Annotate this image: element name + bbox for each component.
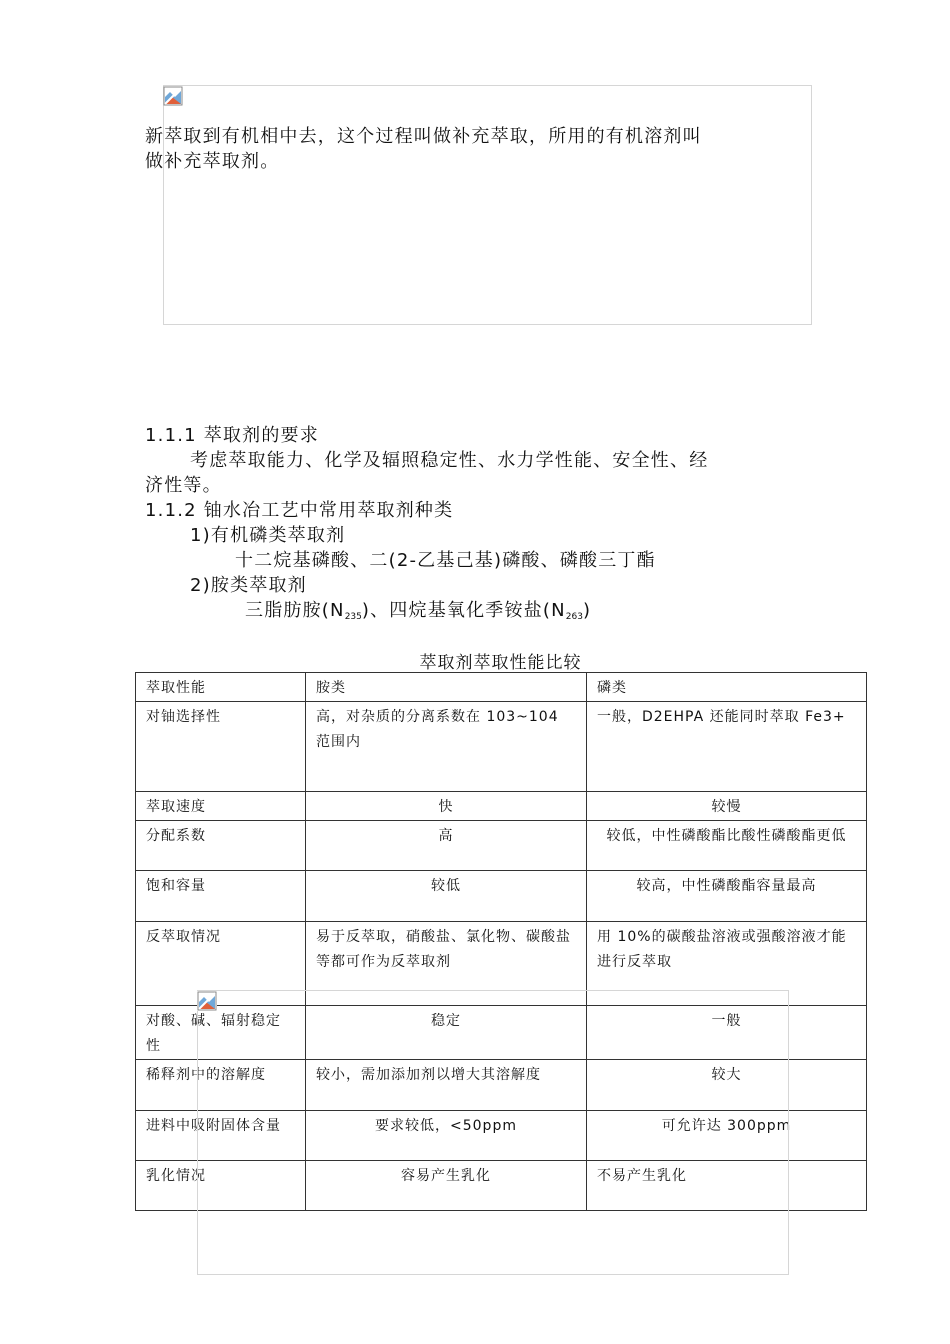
- item-2-text-c: ): [582, 600, 592, 621]
- table-cell: 不易产生乳化: [587, 1161, 867, 1211]
- table-cell: 稀释剂中的溶解度: [136, 1060, 306, 1111]
- table-row: [136, 1111, 867, 1161]
- broken-image-icon: [163, 86, 183, 106]
- table-cell: 饱和容量: [136, 871, 306, 922]
- image-placeholder-top: [163, 85, 812, 325]
- table-row: [136, 792, 867, 821]
- table-cell: 稳定: [306, 1006, 587, 1060]
- section-1-text-line-1: 考虑萃取能力、化学及辐照稳定性、水力学性能、安全性、经: [190, 450, 709, 471]
- section-1-heading: 1.1.1 萃取剂的要求: [145, 425, 319, 446]
- table-cell: 较小，需加添加剂以增大其溶解度: [306, 1060, 587, 1111]
- table-cell: 对铀选择性: [136, 702, 306, 792]
- table-cell: 进料中吸附固体含量: [136, 1111, 306, 1161]
- item-2-text-b: )、四烷基氧化季铵盐(N: [361, 600, 566, 621]
- table-cell: 较慢: [587, 792, 867, 821]
- table-cell: 较高，中性磷酸酯容量最高: [587, 871, 867, 922]
- table-row: [136, 702, 867, 792]
- table-cell: 萃取速度: [136, 792, 306, 821]
- subscript-235: 235: [344, 612, 362, 622]
- table-cell: 可允许达 300ppm: [587, 1111, 867, 1161]
- section-2-heading: 1.1.2 铀水冶工艺中常用萃取剂种类: [145, 500, 454, 521]
- table-cell: 高，对杂质的分离系数在 103~104 范围内: [306, 702, 587, 792]
- table-cell: 高: [306, 821, 587, 871]
- item-1-title: 1)有机磷类萃取剂: [190, 525, 346, 546]
- subscript-263: 263: [565, 612, 583, 622]
- table-row: [136, 922, 867, 1006]
- table-cell: 要求较低，<50ppm: [306, 1111, 587, 1161]
- table-cell: 乳化情况: [136, 1161, 306, 1211]
- table-row: [136, 1006, 867, 1060]
- item-2-title: 2)胺类萃取剂: [190, 575, 307, 596]
- table-cell: 一般: [587, 1006, 867, 1060]
- item-2-text-a: 三脂肪胺(N: [245, 600, 345, 621]
- table-cell: 较低: [306, 871, 587, 922]
- table-cell: 较大: [587, 1060, 867, 1111]
- table-cell: 一般，D2EHPA 还能同时萃取 Fe3+: [587, 702, 867, 792]
- intro-line-1: 新萃取到有机相中去，这个过程叫做补充萃取，所用的有机溶剂叫: [145, 126, 702, 147]
- table-cell: 反萃取情况: [136, 922, 306, 1006]
- table-cell: 快: [306, 792, 587, 821]
- comparison-table: [135, 672, 867, 1211]
- table-cell: 分配系数: [136, 821, 306, 871]
- item-1-content: 十二烷基磷酸、二(2-乙基己基)磷酸、磷酸三丁酯: [235, 550, 656, 571]
- header-cell-property: 萃取性能: [136, 673, 306, 702]
- table-header-row: [136, 673, 867, 702]
- item-2-content: [245, 598, 591, 627]
- section-1-text-line-2: 济性等。: [145, 475, 222, 496]
- header-cell-phosphorus: 磷类: [587, 673, 867, 702]
- broken-image-icon: [197, 991, 217, 1011]
- table-cell: 对酸、碱、辐射稳定性: [136, 1006, 306, 1060]
- table-cell: 用 10%的碳酸盐溶液或强酸溶液才能进行反萃取: [587, 922, 867, 1006]
- table-row: [136, 1060, 867, 1111]
- table-row: [136, 821, 867, 871]
- table-caption: 萃取剂萃取性能比较: [419, 653, 582, 673]
- header-cell-amines: 胺类: [306, 673, 587, 702]
- table-cell: 易于反萃取，硝酸盐、氯化物、碳酸盐等都可作为反萃取剂: [306, 922, 587, 1006]
- intro-line-2: 做补充萃取剂。: [145, 151, 280, 172]
- table-row: [136, 1161, 867, 1211]
- table-cell: 容易产生乳化: [306, 1161, 587, 1211]
- table-row: [136, 871, 867, 922]
- table-cell: 较低，中性磷酸酯比酸性磷酸酯更低: [587, 821, 867, 871]
